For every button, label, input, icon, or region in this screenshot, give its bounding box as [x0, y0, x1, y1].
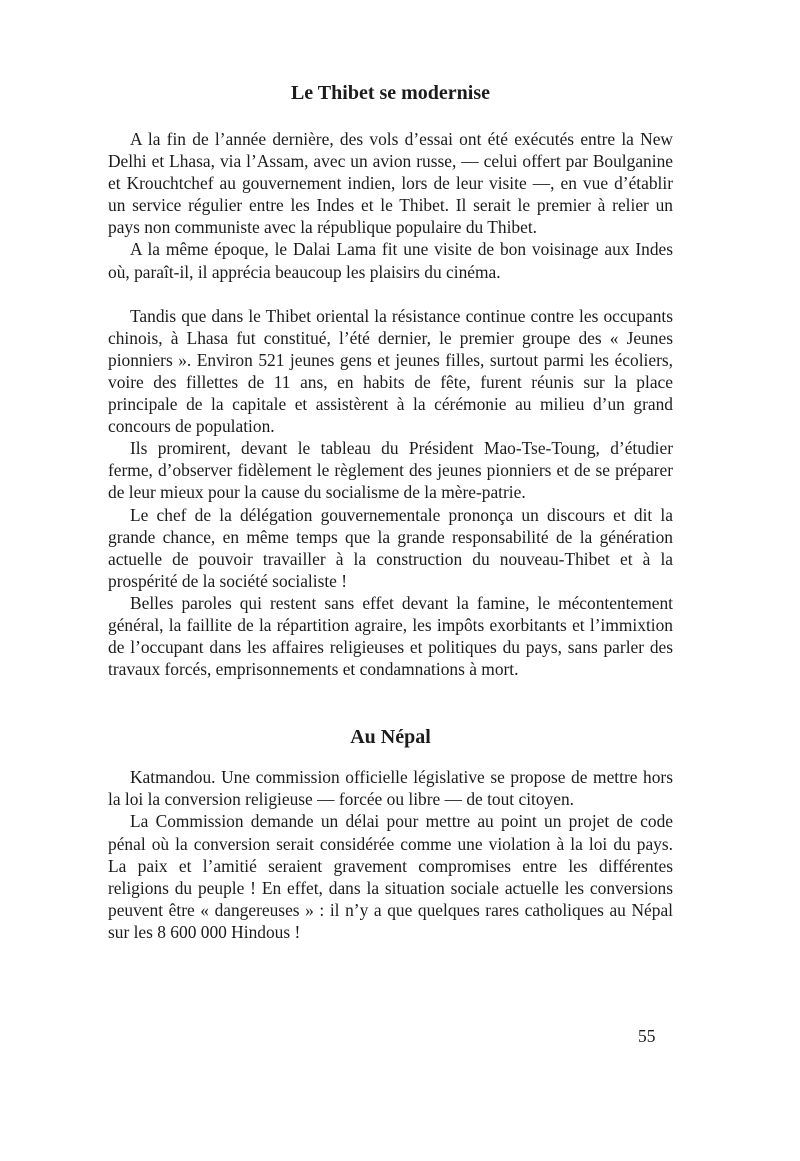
paragraph: A la fin de l’année dernière, des vols d’essai ont été exécutés entre la New Delhi et Lhasa, via l’Assam, avec un avion russe, — celui offert par Boulganine et Krouchtchef au gouvernement indien, lors de leur visite —, en vue d’établir un service régulier entre les Indes et le Thibet. Il serait le premier à relier un pays non communiste avec la république populaire du Thibet. [108, 129, 673, 238]
document-page [108, 78, 673, 943]
page-number: 55 [638, 1026, 656, 1046]
section-title-tibet: Le Thibet se modernise [290, 82, 491, 104]
paragraph: Ils promirent, devant le tableau du Président Mao-Tse-Toung, d’étudier ferme, d’observer fidèlement le règlement des jeunes pionniers et de se préparer de leur mieux pour la cause du socialisme de la mère-patrie. [108, 438, 673, 503]
paragraph: Belles paroles qui restent sans effet devant la famine, le mécontentement général, la faillite de la répartition agraire, les impôts exorbitants et l’immixtion de l’occupant dans les affaires religieuses et politiques du pays, sans parler des travaux forcés, emprisonnements et condamnations à mort. [108, 592, 673, 680]
section-nepal [108, 722, 673, 943]
paragraph: La Commission demande un délai pour mettre au point un projet de code pénal où la conversion serait considérée comme une violation à la loi du pays. La paix et l’amitié seraient gravement compromises entre les différentes religions du peuple ! En effet, dans la situation sociale actuelle les conversions peuvent être « dangereuses » : il n’y a que quelques rares catholiques au Népal sur les 8 600 000 Hindous ! [108, 811, 673, 942]
paragraph: Katmandou. Une commission officielle législative se propose de mettre hors la loi la conversion religieuse — forcée ou libre — de tout citoyen. [108, 767, 673, 810]
paragraph: Le chef de la délégation gouvernementale prononça un discours et dit la grande chance, en même temps que la grande responsabilité de la génération actuelle de pouvoir travailler à la construction du nouveau-Thibet et à la prospérité de la société socialiste ! [108, 504, 673, 591]
section-title-nepal: Au Népal [350, 726, 431, 749]
paragraph: A la même époque, le Dalai Lama fit une visite de bon voisinage aux Indes où, paraît-il, il apprécia beaucoup les plaisirs du cinéma. [108, 239, 673, 282]
paragraph: Tandis que dans le Thibet oriental la résistance continue contre les occupants chinois, à Lhasa fut constitué, l’été dernier, le premier groupe des « Jeunes pionniers ». Environ 521 jeunes gens et jeunes filles, surtout parmi les écoliers, voire des fillettes de 11 ans, en habits de fête, furent réunis sur la place principale de la capitale et assistèrent à la cérémonie au milieu d’un grand concours de population. [108, 305, 673, 437]
section-tibet [108, 78, 673, 680]
